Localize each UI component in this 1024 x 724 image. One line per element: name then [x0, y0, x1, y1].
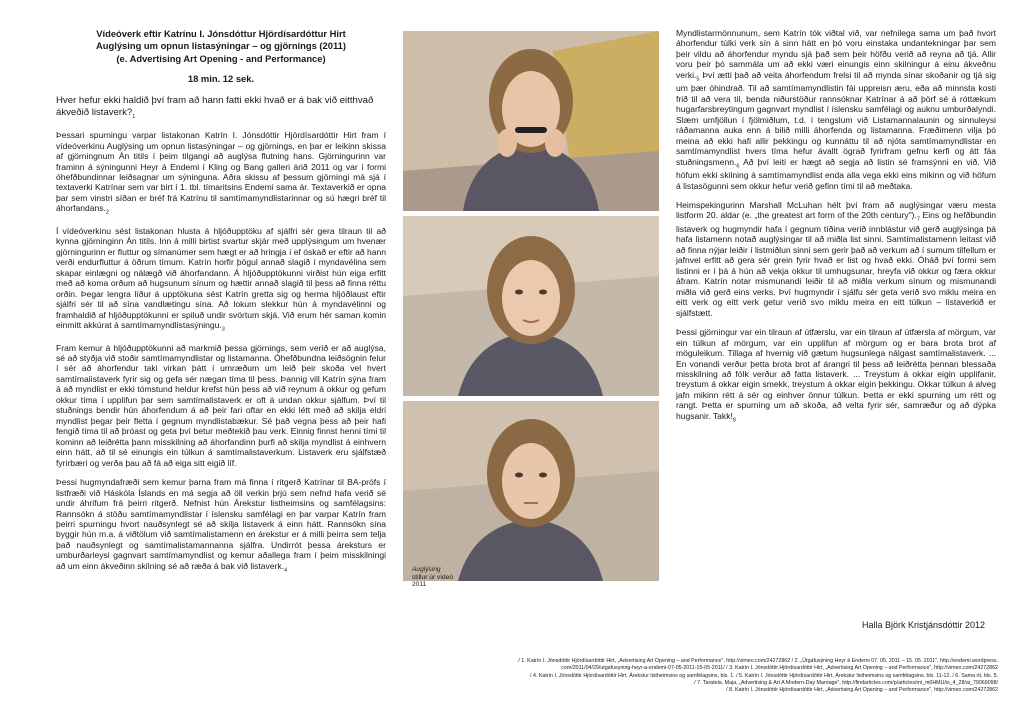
left-paragraph-4: Þessi hugmyndafræði sem kemur þarna fram má finna í ritgerð Katrínar til BA-prófs í listfræði við Háskóla Íslands en má segja að öll verkin þrjú sem nefnd hafa verið sé undir áhrifum frá þeirri ritgerð. Nefnist hún Árekstur listheimsins og samfélagsins: Rannsókn á stöðu samtímamyndlistar í íslensku samfélagi en þar varpar Katrín fram þeirri spurningu hvort nauðsynlegt sé að skilja listaverk á einn hátt. Rannsókn sína byggir hún m.a. á viðtölum við samtímalistamenn en árekstur er á milli þeirra sem telja það nauðsynlegt og samtímalistamannanna sjálfra. Undirrót þessa áreksturs er umburðarleysi gagnvart samtímamyndlist og kemur aðallega fram í þeim misskilningi að um einn ákveðinn skilning sé að ræða á bak við $listaverk._4$	[56, 477, 386, 574]
footnote-ref: 6	[736, 163, 740, 170]
right-paragraph-3: Þessi gjörningur var ein tilraun af útfærslu, var ein tilraun af útfærsla af mörgum, var ein túlkun af mörgum, var ein upplifun af mörgum og er bara brota brot af möguleikum. Tillaga af hvernig við gætum hugsunlega nálgast samtímalistaverk. ... En vonandi verður þetta brota brot af árangri til þess að leiðrétta þennan blessaða misskilning að fólk verður að fatta listaverk. ... Treystum á okkar eigin upplifanir, treystum á okkar eigin smekk, treystum á okkar eigin þekkingu. Okkar túlkun á alveg jafn mikinn rétt á sér og einhver önnur túlkun. Þetta er ekki spurning um rétt og rangt. Þetta er spurning um að skoða, að velta fyrir sér, samræður og að dýpka hugsanir. $Takk!_8$	[676, 327, 996, 424]
footnote-ref: 7	[916, 217, 920, 224]
footnote-line: / 7. Taratela, Maja, „Advertising & Art A Modern-Day Marriage", http://findarticles.com/p/articles/mi_m0HMU/is_4_28/ai_79069098/	[694, 679, 998, 686]
left-paragraph-2: Í vídeóverkinu sést listakonan hlusta á hljóðupptöku af sjálfri sér gera tilraun til að kynna gjörninginn Án titils. Inn á milli birtist svartur skjár með upplýsingum um hvenær gjörningurinn er fluttur og símanúmer sem hægt er að hringja í ef óskað er eftir að hann verði endurfluttur á öðrum tímum. Katrín horfir þögul annað slagið í myndavélina sem skapar einlægni og nálægð við áhorfandann. Á hljóðupptökunni virðist hún eiga erfitt með að koma orðum að hugsunum sínum og hættir annað slagið til þess að finna réttu orðin. Þegar lengra líður á upptökuna sést Katrín gretta sig og herma hljóðlaust eftir sjálfri sér til að sína vandlætingu sína. Að lokum slekkur hún á myndavélinni og framhaldið af hljóðupptökunni er spiluð undir svörtum skjá. Við erum hér saman komin einmitt akkúrat á $samtímamyndlistasýningu._3$	[56, 225, 386, 333]
right-paragraph-2: Heimspekingurinn Marshall McLuhan hélt því fram að auglýsingar væru mesta listform 20. aldar (e. „the greatest art form of the 20th $century")._7$ Eins og hefðbundin listaverk og hugmyndir hafa í gegnum tíðina verið innblástur við gerð auglýsinga þá hafa listamenn notað auglýsingar til að miðla list sinni. Samtímalistamenn leitast við að finna nýjar leiðir í listmiðlun sinni sem gerir það að verkum að í sumum tilfellum er jafnvel erfitt að gera sér grein fyrir hvað er list og hvað ekki. Óháð því formi sem listinni er í þá á hún að vekja okkur til umhugsunar, hreyfa við okkur og færa okkur áfram. Katrín notar mismunandi leiðir til að miðla verkum sínum og mismunandi miðla við gerð eins verks. Því hugmyndir í sjálfu sér geta verið svo miklu meira en eitt verk og eitt verk getur verið svo miklu meira en eitt túlkun – listaverkið er sjálfstætt.	[676, 199, 997, 318]
woman-portrait-still-2	[403, 216, 659, 396]
footnote-ref: 4	[284, 567, 288, 574]
video-still-3	[403, 401, 659, 581]
footnote-line: / 4. Katrín I. Jónsdóttir Hjördísardóttir Hirt, Árekstur listheimsins og samfélagsins, bls. 1. / 5. Katrín I. Jónsdóttir Hjördísardóttir Hirt, Árekstur listheimsins og samfélagsins, bls. 11-12. / 6. Sama rit, bls. 5.	[530, 672, 998, 679]
article-subtitle: Auglýsing um opnun listasýningar – og gjörnings (2011)	[95, 40, 347, 52]
left-paragraph-1: Þessari spurningu varpar listakonan Katrín I. Jónsdóttir Hjördísardóttir Hirt fram í vídeóverkinu Auglýsing um opnun listasýningar – og gjörnings, en þar er leikinn skissa af gjörningnum Án titils í þeim tilgangi að auglýsa flutning hans. Gjörningurinn var framinn á sýningunni Heyr á Endemi í Kling og Bang galleri árið 2011 og var í formi óhefðbundinnar leiðsagnar um sýninguna. Aðra skissu af þessum gjörningi má sjá í textaverki Katrínar sem var birt í 1. tbl. tímaritsins Endemi sama ár. Textaverkið er opna þar sem vinstri síðan er bréf frá Katrínu til samtímamyndlistarinnar og sú hægri bréf til $áhorfandans._2$	[56, 130, 386, 217]
woman-portrait-still-1	[403, 31, 659, 211]
footnote-ref: 2	[105, 210, 109, 217]
video-still-2	[403, 216, 659, 396]
left-paragraph-3: Fram kemur á hljóðupptökunni að markmið þessa gjörnings, sem verið er að auglýsa, sé að styðja við stoðir samtímamyndlistar og listamanna. Óhefðbundna leiðsögnin felur í sér að áhorfendur taki virkan þátt í umræðum um leið þeir skoða vel hvert samtímalistaverk fyrir sig og gefa sér nægan tíma til þess. Þannig vill Katrín sýna fram á að myndlist er ekki tómstund heldur krefst hún þess að við reynum á okkur og gefum okkur tíma í upplifun þar sem samtímalistaverk er oft á undan okkur sjálfum. Því til stuðnings bendir hún áhorfendum á að þeir fari oftar en ekki létt með að skilja eldri myndlist þegar þeir fletta í gegnum myndlistabækur. Sé það vegna þess að þeir hafi fengið tíma til að þróast og geta því betur meðtekið þau verk. Einnig finnst henni tími til kominn að leiðrétta þann misskilning að áhorfandinn þurfi að skilja myndlist á einhvern einn hátt, að til sé einungis ein túlkun á samtímalistaverkum. Listaverk eru sjálfstæð fyrirbæri og verða þau að fá að eiga sitt eigið líf.	[56, 342, 386, 468]
caption-title: Auglýsing	[412, 566, 441, 573]
footnote-ref: 3	[221, 326, 225, 333]
footnote-line: / 8. Katrín I. Jónsdóttir Hjördísardóttir Hirt, „Advertising Art Opening – and Performance", http://vimeo.com/24272862	[726, 687, 998, 694]
footnote-ref: 8	[732, 417, 736, 424]
caption-year: 2011	[412, 581, 427, 589]
image-caption	[412, 566, 502, 589]
opening-question: Hver hefur ekki haldið því fram að hann fatti ekki hvað er á bak við eitthvað ákveðið $listaverk?_1$	[56, 94, 374, 120]
left-text-column	[56, 28, 386, 583]
footnote-line: com/2011/04/29/utgafusyning-heyr-a-endemi-07-05-2011-15-05-2011/ / 3. Katrín I. Jónsdóttir Hjördísardóttir Hirt, „Advertising Art Opening – and Performance", http://vimeo.com/24272862	[561, 665, 998, 672]
right-paragraph-1: Myndlistarmönnunum, sem Katrín tók viðtal við, var nefnilega sama um það hvort áhorfendur túlki verk sín á sinn hátt en þó voru einstaka undantekningar þar sem þeir vildu að áhorfendur myndu sjá það sem þeir höfðu verið að reyna að tjá. Allir voru þeir þó sammála um að ekki væri einungis einn skilningur á einu ákveðnu $verki._5$ Því ætti það að veita áhorfendum frelsi til að mynda sínar skoðanir og tjá sig um þær óhindrað. Til að samtímamyndlistin fái uppreisn æru, eða að minnsta kosti frið til að vera til, benda niðurstöður rannsóknar Katrínar á að þörf sé á róttækum hugarfarsbreytingum gagnvart myndlist í íslensku samfélagi og auknu umburðalyndi. Slæm umfjöllun í fjölmiðlum, t.d. í tengslum við Listamannalaunin og sinnuleysi ráðamanna auka enn á bilið milli áhorfenda og listamanna. Fræðimenn vilja þó meina að ekki hafi allir þekkingu og kunnáttu til að njóta samtímamyndlistar en samtímamyndlist hvers tíma hefur ávallt ögrað fyrirfram gefnu kerfi og átt fáa $stuðningsmenn._6$ Að því leiti er hægt að segja að listin sé framsýnni en við. Við höfum ekki skilning á samtímamyndlist enda alla vega ekki eins mikinn og við höfum á listasögunni sem okkur hefur verið gefinn tími til að meðtaka.	[676, 28, 997, 191]
footnotes	[452, 658, 998, 694]
article-title-block	[56, 28, 386, 86]
video-still-1	[403, 31, 659, 211]
video-stills	[403, 31, 659, 586]
caption-subtitle: stillur úr vídeó	[412, 573, 454, 581]
video-duration: 18 min. 12 sek.	[187, 73, 255, 85]
footnote-ref: 1	[132, 114, 136, 120]
woman-portrait-still-3	[403, 401, 659, 581]
footnote-ref: 5	[696, 76, 700, 83]
article-title: Vídeóverk eftir Katrínu I. Jónsdóttur Hjördísardóttur Hirt	[96, 28, 346, 39]
footnote-line: / 1. Katrín I. Jónsdóttir Hjördísardóttir Hirt, „Advertising Art Opening – and Performance", http://vimeo.com/24272862 / 2. „Útgáfusýning Heyr á Endemi 07. 05. 2011 – 15. 05. 2011", http://endemi.wordpress.	[518, 658, 998, 664]
right-text-column	[676, 28, 996, 433]
article-english-title: (e. Advertising Art Opening - and Performance)	[116, 52, 326, 64]
author-signature: Halla Björk Kristjánsdóttir 2012	[862, 620, 986, 630]
